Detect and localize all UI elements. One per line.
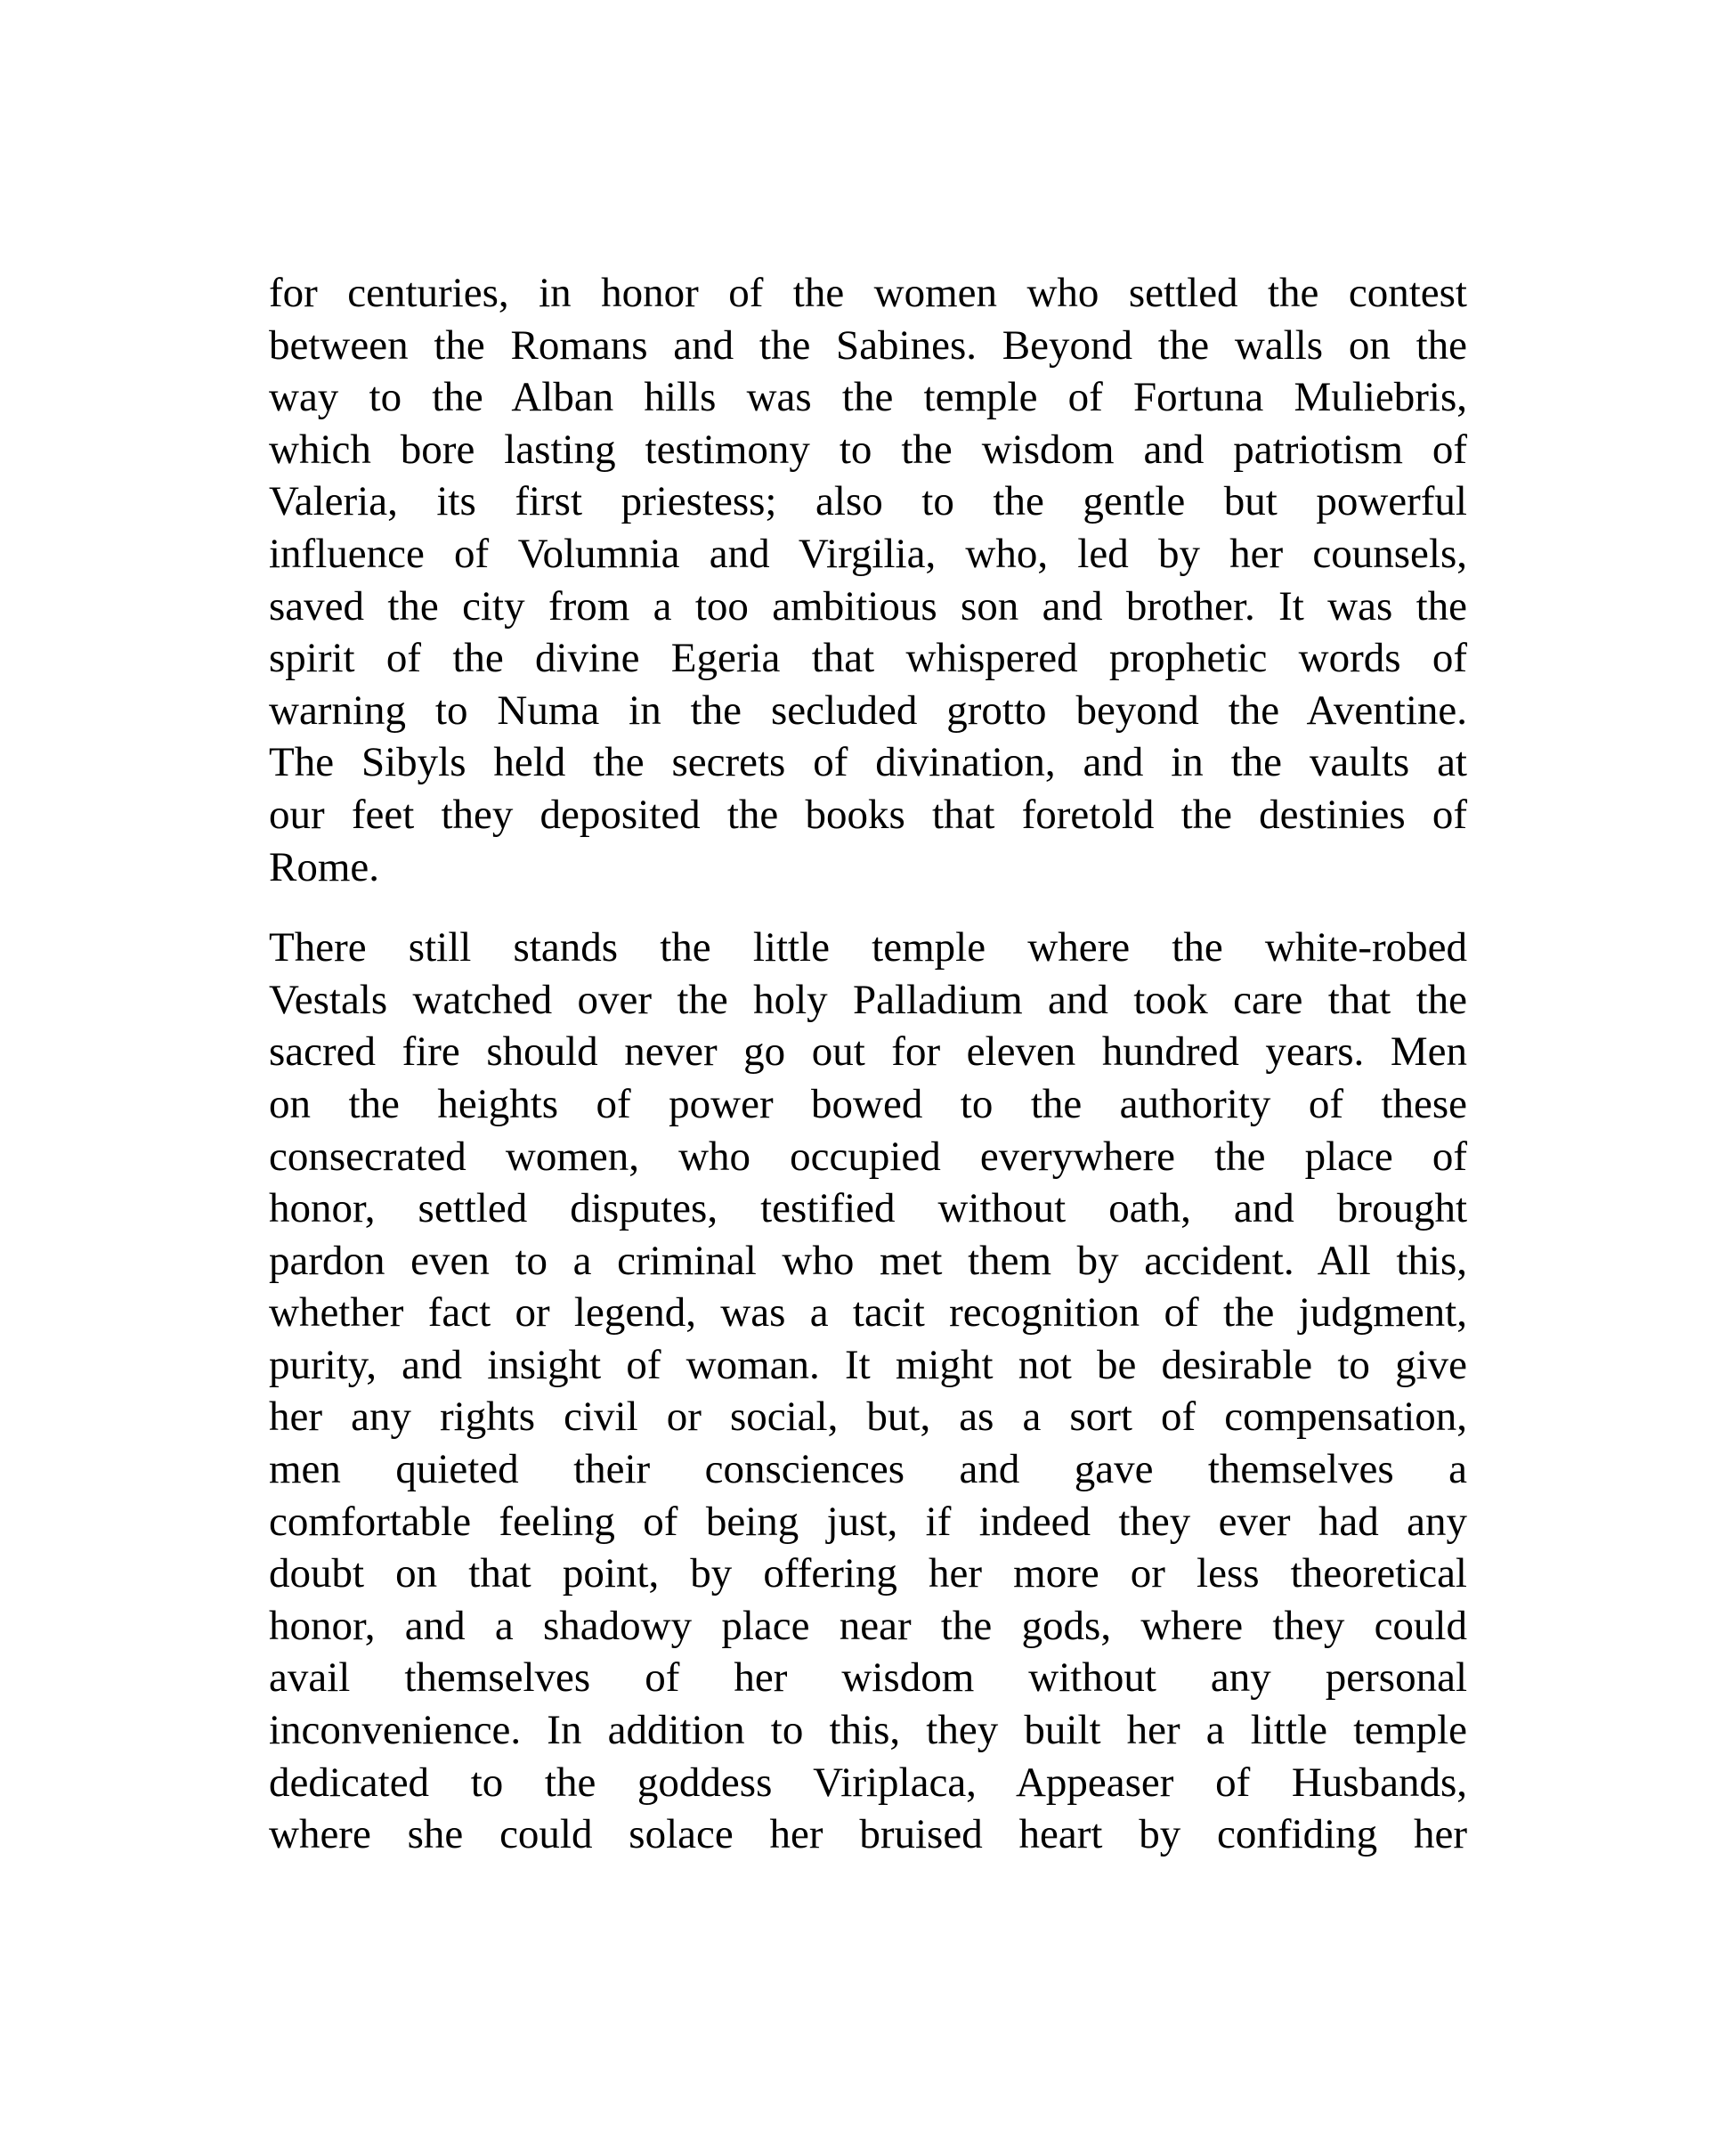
text-line — [269, 1652, 1467, 1704]
text-line-content: dedicated to the goddess Viriplaca, Appeaser of Husbands, — [269, 1759, 1467, 1806]
text-line-content: honor, settled disputes, testified without oath, and brought — [269, 1185, 1467, 1232]
text-line — [269, 1548, 1467, 1600]
text-line — [269, 1182, 1467, 1235]
text-line-content: There still stands the little temple where the white-robed — [269, 924, 1467, 971]
text-line — [269, 1339, 1467, 1392]
text-line-content: pardon even to a criminal who met them by accident. All this, — [269, 1237, 1467, 1284]
text-line — [269, 581, 1467, 633]
text-line — [269, 1287, 1467, 1339]
text-line-content: consecrated women, who occupied everywhere the place of — [269, 1133, 1467, 1180]
text-line-content: purity, and insight of woman. It might not be desirable to give — [269, 1341, 1467, 1388]
text-line — [269, 320, 1467, 372]
text-line-content: sacred fire should never go out for eleven hundred years. Men — [269, 1028, 1467, 1076]
text-line-content: warning to Numa in the secluded grotto beyond the Aventine. — [269, 687, 1467, 734]
text-line — [269, 424, 1467, 476]
text-line-content: our feet they deposited the books that foretold the destinies of — [269, 791, 1467, 838]
text-line-content: way to the Alban hills was the temple of Fortuna Muliebris, — [269, 374, 1467, 421]
text-line — [269, 632, 1467, 685]
text-line-content: which bore lasting testimony to the wisdom and patriotism of — [269, 426, 1467, 473]
text-line-content: on the heights of power bowed to the authority of these — [269, 1080, 1467, 1127]
text-line — [269, 1391, 1467, 1443]
text-line-content: Vestals watched over the holy Palladium and took care that the — [269, 976, 1467, 1023]
text-line-content: inconvenience. In addition to this, they built her a little temple — [269, 1707, 1467, 1754]
paragraph-1 — [269, 267, 1467, 893]
text-line — [269, 1600, 1467, 1653]
text-line — [269, 841, 1467, 894]
text-line — [269, 1078, 1467, 1131]
text-line-content: men quieted their consciences and gave themselves a — [269, 1446, 1467, 1493]
text-line-content: doubt on that point, by offering her more or less theoretical — [269, 1550, 1467, 1597]
paragraph-2 — [269, 922, 1467, 1861]
text-line-content: saved the city from a too ambitious son and brother. It was the — [269, 582, 1467, 630]
body-text — [269, 267, 1467, 1861]
text-line — [269, 1496, 1467, 1548]
text-line — [269, 1026, 1467, 1078]
text-line — [269, 267, 1467, 320]
text-line-content: honor, and a shadowy place near the gods, where they could — [269, 1602, 1467, 1649]
text-line — [269, 974, 1467, 1027]
text-line — [269, 1235, 1467, 1288]
text-line-content: Valeria, its first priestess; also to the gentle but powerful — [269, 478, 1467, 525]
text-line-content: comfortable feeling of being just, if indeed they ever had any — [269, 1498, 1467, 1545]
text-line-content: where she could solace her bruised heart by confiding her — [269, 1811, 1467, 1858]
text-line — [269, 736, 1467, 789]
text-line-content: influence of Volumnia and Virgilia, who, led by her counsels, — [269, 530, 1467, 577]
text-line-content: for centuries, in honor of the women who settled the contest — [269, 270, 1467, 316]
text-line-content: whether fact or legend, was a tacit recognition of the judgment, — [269, 1289, 1467, 1337]
text-line — [269, 371, 1467, 424]
text-line-content: The Sibyls held the secrets of divination, and in the vaults at — [269, 739, 1467, 786]
text-line — [269, 1131, 1467, 1183]
text-line — [269, 1443, 1467, 1496]
text-line-content: spirit of the divine Egeria that whispered prophetic words of — [269, 635, 1467, 682]
text-line — [269, 789, 1467, 841]
text-line — [269, 475, 1467, 528]
text-line-content: Rome. — [269, 843, 380, 890]
text-line-content: between the Romans and the Sabines. Beyond the walls on the — [269, 321, 1467, 369]
text-line — [269, 1704, 1467, 1757]
text-line — [269, 1757, 1467, 1809]
text-line — [269, 922, 1467, 974]
text-line — [269, 685, 1467, 737]
text-line-content: her any rights civil or social, but, as a sort of compensation, — [269, 1394, 1467, 1441]
text-line — [269, 1808, 1467, 1861]
text-line-content: avail themselves of her wisdom without any personal — [269, 1654, 1467, 1702]
text-line — [269, 528, 1467, 581]
